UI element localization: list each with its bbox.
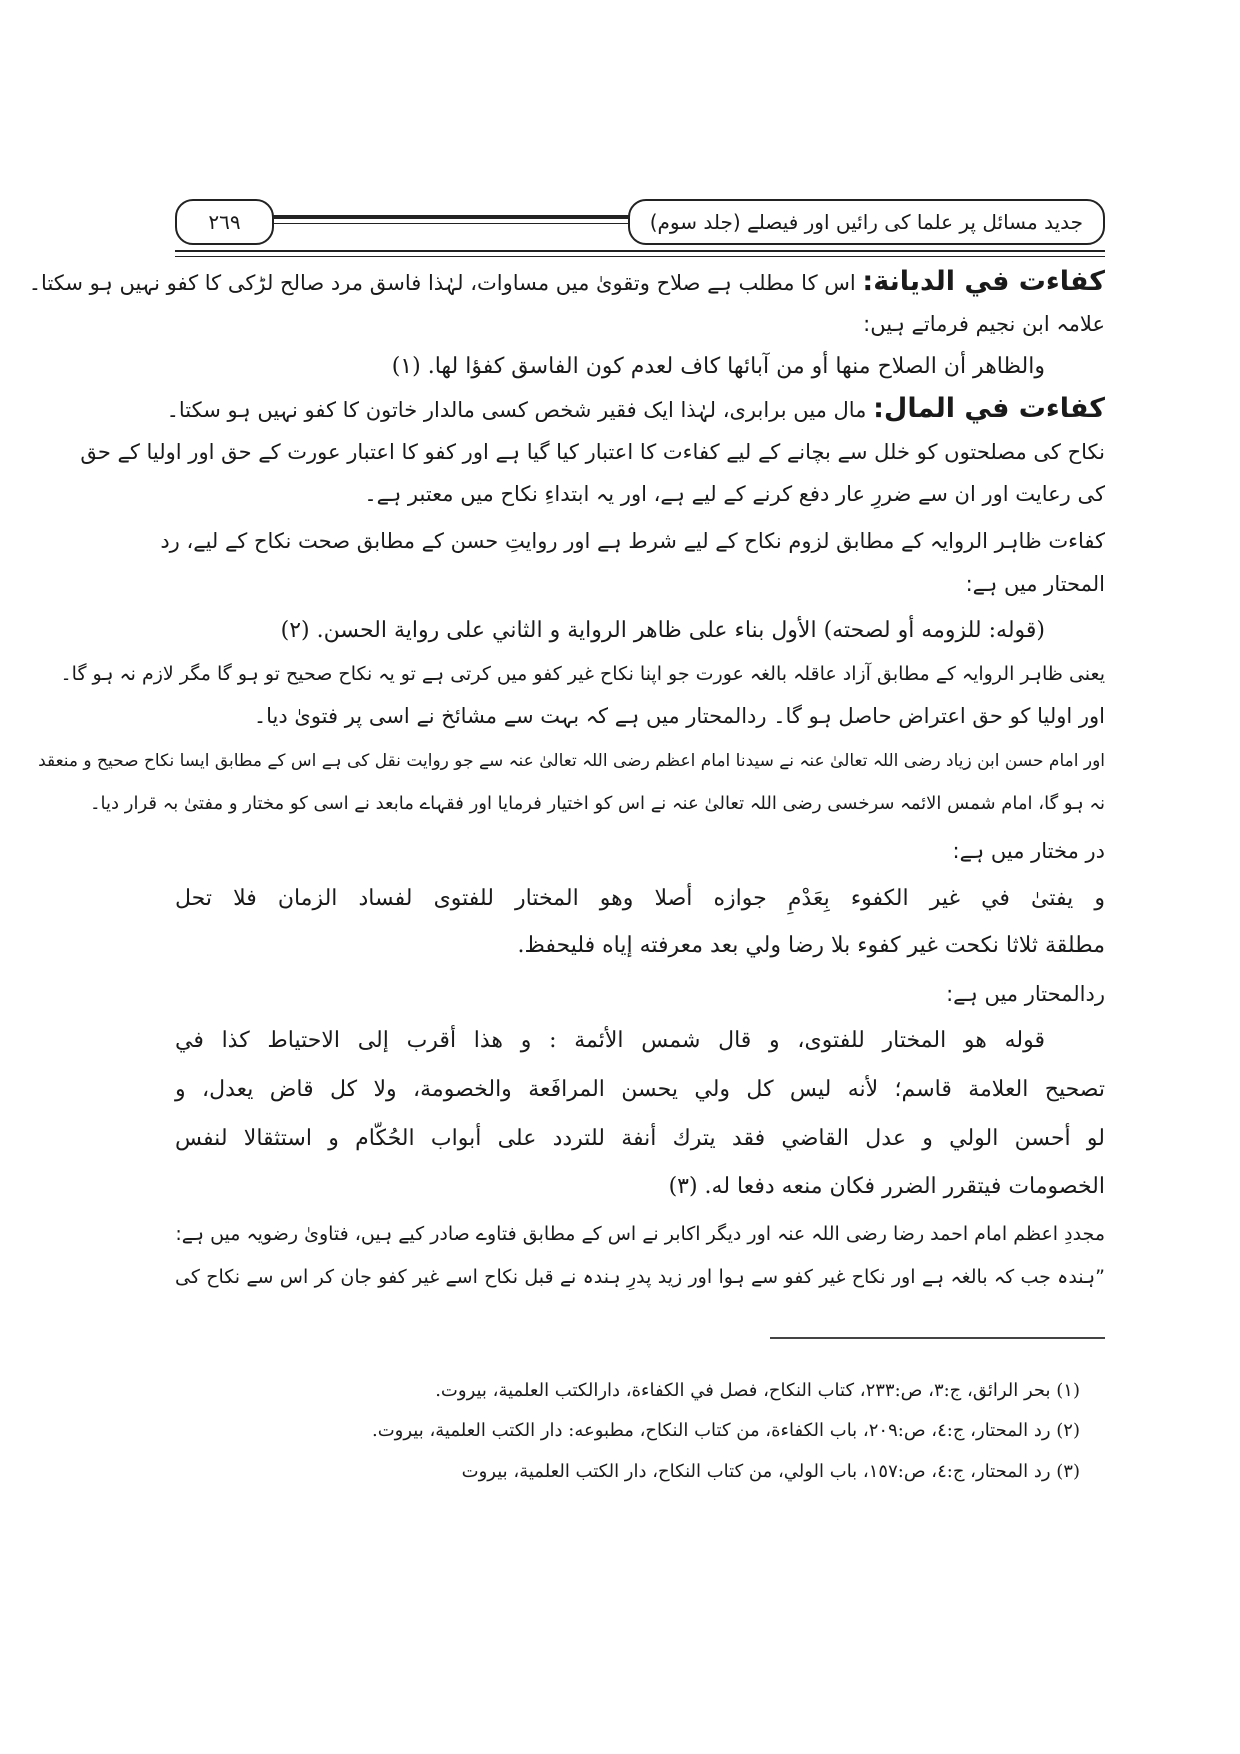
arabic-quote: مطلقة ثلاثا نكحت غير كفوء بلا رضا ولي بعد معرفته إياه فليحفظ.	[517, 933, 1105, 958]
arabic-quote: تصحيح العلامة قاسم؛ لأنه ليس كل ولي يحسن المرافَعة والخصومة، ولا كل قاض يعدل، و	[175, 1077, 1105, 1102]
text-line: کی رعایت اور ان سے ضررِ عار دفع کرنے کے لیے ہے، اور یہ ابتداءِ نکاح میں معتبر ہے۔	[364, 482, 1105, 506]
arabic-quote: لو أحسن الولي و عدل القاضي فقد يترك أنفة للتردد على أبواب الحُكّام و استثقالا لنفس	[175, 1126, 1105, 1151]
text-line: یعنی ظاہر الروایہ کے مطابق آزاد عاقلہ بالغہ عورت جو اپنا نکاح غیر کفو میں کرتی ہے تو یہ نکاح صحیح تو ہو گا مگر لازم نہ ہو گا۔	[60, 663, 1105, 685]
footnote-1: (١) بحر الرائق، ج:٣، ص:٢٣٣، كتاب النكاح، فصل في الكفاءة، دارالكتب العلمية، بيروت.	[435, 1380, 1080, 1401]
footnote-3: (٣) رد المحتار، ج:٤، ص:١٥٧، باب الولي، من كتاب النكاح، دار الكتب العلمية، بيروت	[461, 1461, 1080, 1482]
arabic-quote: و يفتىٰ في غير الكفوء بِعَدْمِ جوازه أصلا وهو المختار للفتوى لفساد الزمان فلا تحل	[175, 886, 1105, 911]
footnote-rule	[770, 1337, 1105, 1339]
heading-text: مال میں برابری، لہٰذا ایک فقیر شخص کسی مالدار خاتون کا کفو نہیں ہو سکتا۔	[166, 398, 867, 422]
heading-label: كفاءت في المال:	[873, 393, 1105, 424]
heading-label: كفاءت في الديانة:	[862, 266, 1105, 297]
text-line: نہ ہو گا، امام شمس الائمہ سرخسی رضی اللہ تعالیٰ عنہ نے اس کو اختیار فرمایا اور فقہاے مابعد نے اسی کو مختار و مفتیٰ بہ قرار دیا۔	[89, 793, 1105, 814]
text-line: المحتار میں ہے:	[965, 572, 1105, 596]
page-number: ٢٦٩	[175, 199, 274, 245]
arabic-quote: (قوله: للزومه أو لصحته) الأول بناء على ظاهر الرواية و الثاني على رواية الحسن. (٢)	[280, 618, 1045, 643]
text-line: کفاءت ظاہر الروایہ کے مطابق لزوم نکاح کے لیے شرط ہے اور روایتِ حسن کے مطابق صحت نکاح کے لیے، رد	[160, 529, 1105, 553]
header-underline-thin	[175, 256, 1105, 257]
text-line: نکاح کی مصلحتوں کو خلل سے بچانے کے لیے کفاءت کا اعتبار کیا گیا ہے اور کفو کا اعتبار عورت کے حق اور اولیا کے حق	[80, 440, 1105, 464]
text-line: مجددِ اعظم امام احمد رضا رضی اللہ عنہ اور دیگر اکابر نے اس کے مطابق فتاوے صادر کیے ہیں، فتاویٰ رضویہ میں ہے:	[175, 1223, 1105, 1245]
footnote-2: (٢) رد المحتار، ج:٤، ص:٢٠٩، باب الكفاءة، من كتاب النكاح، مطبوعه: دار الكتب العلمية، بيروت.	[372, 1420, 1080, 1441]
text-line: علامہ ابن نجیم فرماتے ہیں:	[863, 312, 1105, 336]
heading-text: اس کا مطلب ہے صلاح وتقویٰ میں مساوات، لہٰذا فاسق مرد صالح لڑکی کا کفو نہیں ہو سکتا۔	[28, 271, 856, 295]
arabic-quote: الخصومات فيتقرر الضرر فكان منعه دفعا له. (٣)	[668, 1174, 1105, 1199]
text-line: در مختار میں ہے:	[952, 839, 1105, 863]
section-heading-piety	[28, 262, 1105, 302]
arabic-quote: قوله هو المختار للفتوى، و قال شمس الأئمة : و هذا أقرب إلى الاحتياط كذا في	[175, 1028, 1045, 1053]
text-line: ”ہندہ جب کہ بالغہ ہے اور نکاح غیر کفو سے ہوا اور زید پدرِ ہندہ نے قبل نکاح اسے غیر کفو جان کر اس سے نکاح کی	[175, 1266, 1105, 1288]
header-underline	[175, 250, 1105, 252]
arabic-quote: والظاهر أن الصلاح منها أو من آبائها كاف لعدم كون الفاسق كفؤا لها. (١)	[391, 354, 1045, 379]
section-heading-wealth	[166, 389, 1105, 429]
text-line: اور امام حسن ابن زیاد رضی اللہ تعالیٰ عنہ نے سیدنا امام اعظم رضی اللہ تعالیٰ عنہ سے جو روایت نقل کی ہے اس کے مطابق ایسا نکاح صحیح و منعقد	[38, 751, 1105, 771]
text-line: اور اولیا کو حق اعتراض حاصل ہو گا۔ ردالمحتار میں ہے کہ بہت سے مشائخ نے اسی پر فتویٰ دیا۔	[253, 704, 1105, 728]
text-line: ردالمحتار میں ہے:	[946, 982, 1105, 1006]
running-title: جدید مسائل پر علما کی رائیں اور فیصلے (جلد سوم)	[628, 199, 1105, 245]
